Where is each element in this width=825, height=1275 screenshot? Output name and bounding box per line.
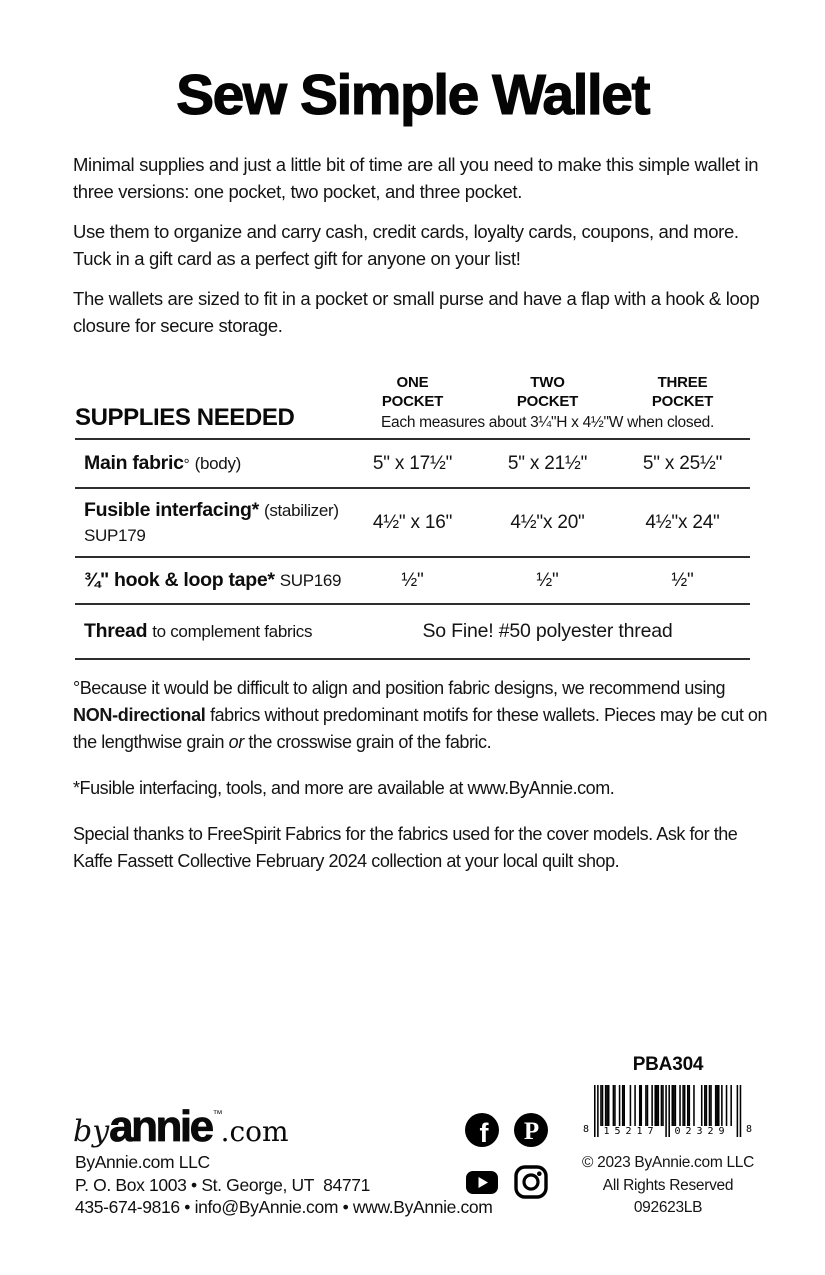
cell-value: 5" x 17½" [372,452,453,474]
supplies-columns-header [345,373,750,432]
supply-code: SUP179 [84,526,146,545]
row-label: Thread to complement fabrics [84,620,313,642]
company-contact: 435-674-9816 • info@ByAnnie.com • www.ByAnnie.com [75,1197,493,1217]
cell-value: 4½" x 16" [372,511,453,533]
pinterest-icon [513,1112,549,1148]
intro-paragraph-2: Use them to organize and carry cash, credit cards, loyalty cards, coupons, and more. Tuck in a gift card as a perfect gift for anyone on your list! [73,221,739,269]
table-row-thread [75,603,750,658]
svg-text:f: f [479,1118,489,1148]
copyright-line-1: © 2023 ByAnnie.com LLC [582,1154,754,1171]
svg-text:P: P [523,1118,540,1145]
footnote-fabric-direction: °Because it would be difficult to align and position fabric designs, we recommend using NON-directional fabrics without predominant motifs for these wallets. Pieces may be cut on the lengthwise grain or the crosswise grain of the fabric. [73,678,768,752]
cell-value: ½" [671,569,694,591]
row-label: ¾" hook & loop tape* SUP169 [84,569,342,591]
cell-value: 4½"x 24" [645,511,720,533]
footnote-special-thanks: Special thanks to FreeSpirit Fabrics for the fabrics used for the cover models. Ask for the Kaffe Fassett Collective February 2024 collection at your local quilt shop. [73,824,738,871]
or-emphasis: or [228,732,244,752]
barcode-group-2: 02329 [672,1126,732,1137]
byannie-logo [73,1102,289,1150]
footnote-marker-degree: ° [183,456,190,473]
upc-barcode [580,1084,756,1146]
cell-value: 5" x 21½" [507,452,588,474]
cell-value: ½" [536,569,559,591]
measurement-note: Each measures about 3¼"H x 4½"W when closed. [381,414,714,431]
company-name: ByAnnie.com LLC [75,1152,210,1172]
footnote-supplies-available: *Fusible interfacing, tools, and more are available at www.ByAnnie.com. [73,778,615,798]
logo-by: by [73,1114,110,1149]
youtube-icon [464,1164,500,1200]
column-header-two-pocket: TWO POCKET [516,374,579,410]
footnotes [73,675,768,875]
product-sku: PBA304 [632,1054,704,1075]
company-address-block [75,1151,493,1219]
barcode-right-digit: 8 [743,1124,755,1135]
copyright-block [568,1152,768,1220]
table-row-hook-loop-tape [75,556,750,603]
row-label: Fusible interfacing* (stabilizer) SUP179 [75,499,345,546]
trademark-symbol: ™ [212,1109,223,1120]
non-directional-emphasis: NON-directional [73,705,206,725]
instagram-icon [513,1164,549,1200]
logo-annie: annie [109,1102,212,1151]
cell-value: 4½"x 20" [510,511,585,533]
supplies-table [75,373,750,660]
copyright-line-3: 092623LB [633,1199,703,1216]
facebook-icon [464,1112,500,1148]
table-row-main-fabric [75,438,750,487]
cell-value-spanning: So Fine! #50 polyester thread [422,620,673,642]
intro-paragraph-1: Minimal supplies and just a little bit of time are all you need to make this simple wallet in three versions: one pocket, two pocket, and three pocket. [73,154,759,202]
copyright-line-2: All Rights Reserved [602,1176,734,1194]
page-title: Sew Simple Wallet [176,63,649,127]
table-row-fusible-interfacing [75,487,750,556]
logo-com: .com [220,1115,289,1148]
column-header-one-pocket: ONE POCKET [381,374,444,410]
supplies-table-header [75,373,750,438]
supply-code: SUP169 [279,571,342,590]
intro-text [73,151,773,339]
barcode-group-1: 15217 [601,1126,661,1137]
cell-value: ½" [401,569,424,591]
social-icons [464,1112,549,1200]
row-label: Main fabric° (body) [84,452,242,474]
cell-value: 5" x 25½" [642,452,723,474]
column-header-three-pocket: THREE POCKET [651,374,714,410]
company-address: P. O. Box 1003 • St. George, UT 84771 [75,1174,371,1195]
supplies-heading: SUPPLIES NEEDED [75,404,295,431]
barcode-left-digit: 8 [580,1124,592,1135]
intro-paragraph-3: The wallets are sized to fit in a pocket or small purse and have a flap with a hook & loop closure for secure storage. [73,288,760,336]
